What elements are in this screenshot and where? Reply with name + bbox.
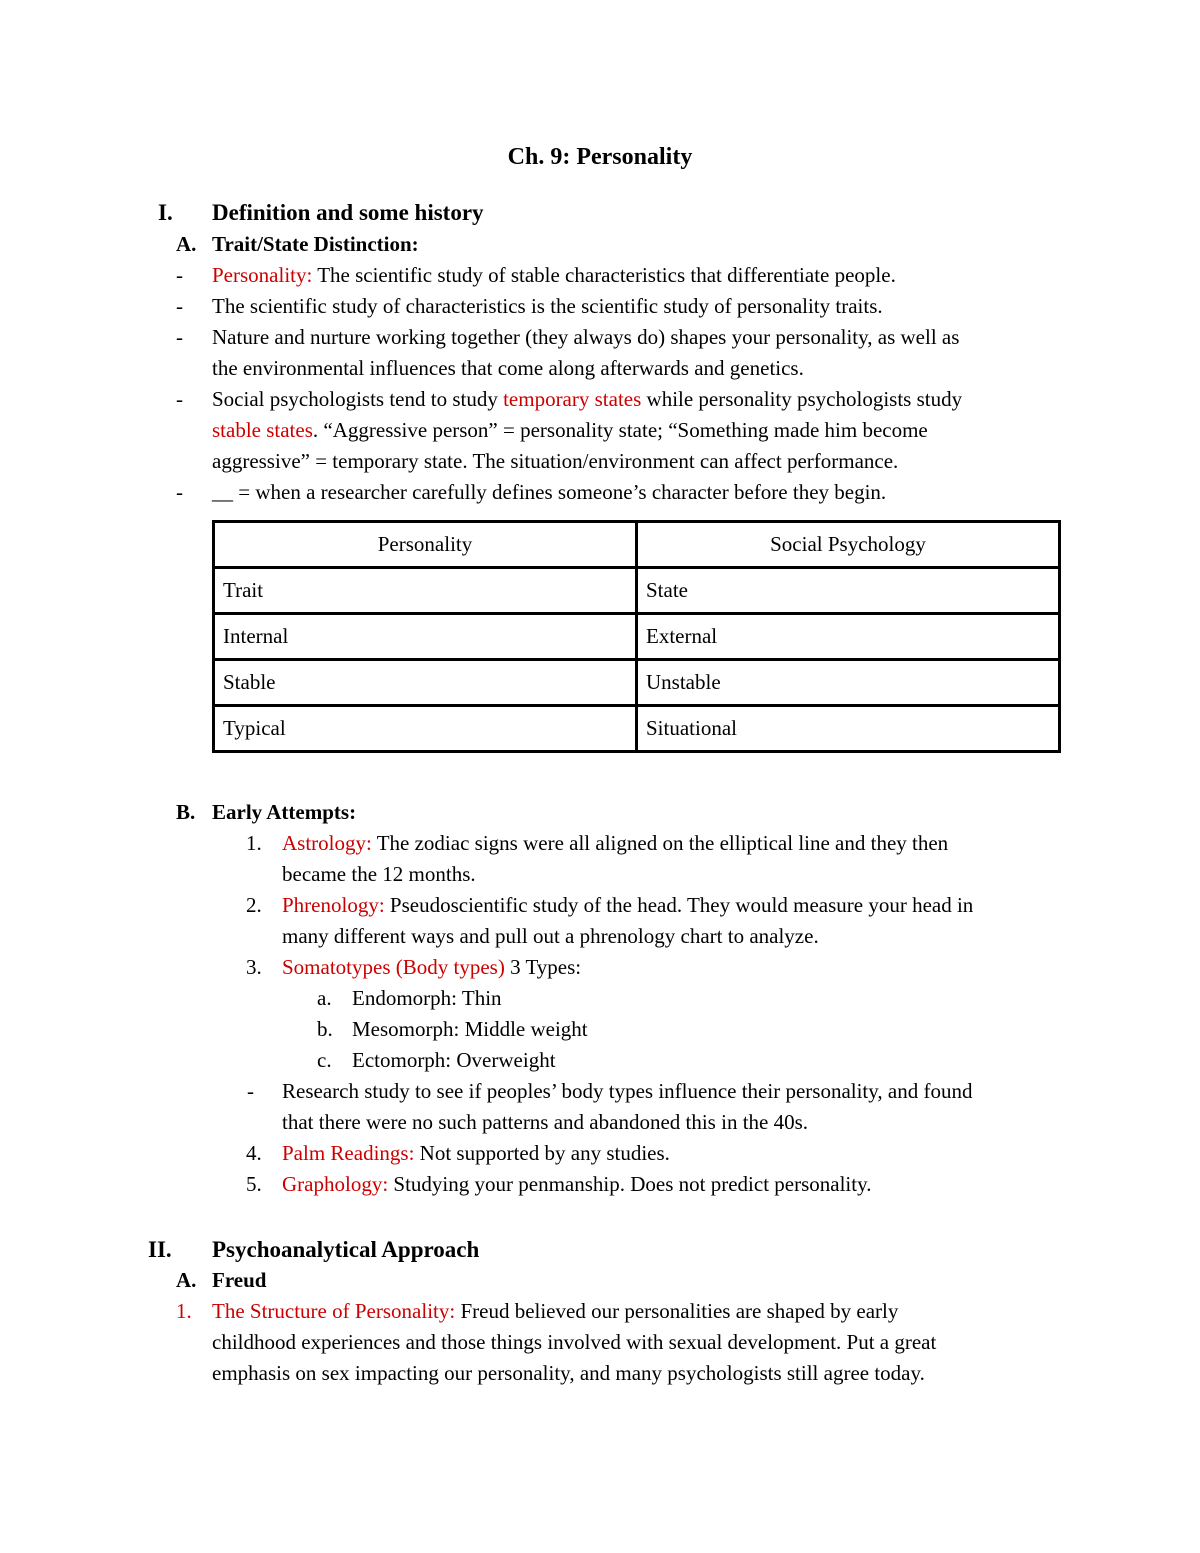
- bullet-text: The scientific study of stable characteristics that differentiate people.: [312, 263, 896, 287]
- sub-letter: a.: [317, 986, 332, 1010]
- bullet-text: while personality psychologists study: [641, 387, 963, 411]
- list-item-phrenology-line2: many different ways and pull out a phrenology chart to analyze.: [282, 924, 819, 948]
- table-header-cell: Personality: [214, 522, 637, 568]
- list-number: 1.: [176, 1299, 192, 1323]
- table-cell: Unstable: [637, 660, 1060, 706]
- list-number: 2.: [246, 893, 262, 917]
- list-item-palm-readings: [282, 1138, 670, 1169]
- subsection-a-letter: A.: [176, 1268, 197, 1292]
- table-row: [214, 706, 1060, 752]
- table-cell: Trait: [214, 568, 637, 614]
- table-row: [214, 660, 1060, 706]
- term-temporary-states: temporary states: [503, 387, 642, 411]
- table-header-row: [214, 522, 1060, 568]
- section-1-number: I.: [158, 200, 173, 225]
- bullet-dash: -: [176, 294, 183, 318]
- bullet-social-line1: [212, 384, 962, 415]
- bullet-text: . “Aggressive person” = personality state; “Something made him become: [312, 418, 928, 442]
- list-number: 4.: [246, 1141, 262, 1165]
- table-row: [214, 614, 1060, 660]
- list-item-somatotypes: [282, 952, 581, 983]
- bullet-social-line2: [212, 415, 928, 446]
- subsection-a-heading: Trait/State Distinction:: [212, 232, 419, 256]
- bullet-dash: -: [176, 263, 183, 287]
- list-item-structure-line3: emphasis on sex impacting our personality, and many psychologists still agree today.: [212, 1361, 925, 1385]
- subsection-a-heading: Freud: [212, 1268, 267, 1292]
- list-text: Freud believed our personalities are shaped by early: [455, 1299, 899, 1323]
- list-text: The zodiac signs were all aligned on the elliptical line and they then: [371, 831, 949, 855]
- term-somatotypes: Somatotypes (Body types): [282, 955, 505, 979]
- table-cell: External: [637, 614, 1060, 660]
- section-1-heading: Definition and some history: [212, 200, 484, 225]
- list-item-graphology: [282, 1169, 871, 1200]
- research-line2: that there were no such patterns and abandoned this in the 40s.: [282, 1110, 809, 1134]
- list-item-astrology: [282, 828, 948, 859]
- term-graphology: Graphology:: [282, 1172, 389, 1196]
- sub-item-mesomorph: Mesomorph: Middle weight: [352, 1017, 588, 1041]
- bullet-dash: -: [176, 325, 183, 349]
- list-text: Pseudoscientific study of the head. They would measure your head in: [384, 893, 974, 917]
- section-2-number: II.: [148, 1237, 172, 1262]
- sub-item-endomorph: Endomorph: Thin: [352, 986, 502, 1010]
- bullet-dash: -: [176, 480, 183, 504]
- list-item-astrology-line2: became the 12 months.: [282, 862, 476, 886]
- list-text: Not supported by any studies.: [414, 1141, 670, 1165]
- page-title: Ch. 9: Personality: [507, 144, 693, 170]
- comparison-table: [212, 520, 1061, 753]
- bullet-nature-nurture-line2: the environmental influences that come along afterwards and genetics.: [212, 356, 804, 380]
- list-number: 1.: [246, 831, 262, 855]
- list-text: 3 Types:: [504, 955, 582, 979]
- subsection-a-letter: A.: [176, 232, 197, 256]
- bullet-blank-definition: __ = when a researcher carefully defines someone’s character before they begin.: [212, 480, 887, 504]
- bullet-traits: The scientific study of characteristics is the scientific study of personality traits.: [212, 294, 883, 318]
- subsection-b-letter: B.: [176, 800, 196, 824]
- bullet-dash: -: [176, 387, 183, 411]
- table-row: [214, 568, 1060, 614]
- term-structure-of-personality: The Structure of Personality:: [212, 1299, 456, 1323]
- term-palm-readings: Palm Readings:: [282, 1141, 415, 1165]
- sub-letter: b.: [317, 1017, 333, 1041]
- list-number: 3.: [246, 955, 262, 979]
- sub-letter: c.: [317, 1048, 332, 1072]
- research-line1: Research study to see if peoples’ body types influence their personality, and found: [282, 1079, 973, 1103]
- bullet-nature-nurture-line1: Nature and nurture working together (they always do) shapes your personality, as well as: [212, 325, 960, 349]
- list-item-structure-line2: childhood experiences and those things involved with sexual development. Put a great: [212, 1330, 937, 1354]
- list-item-structure: [212, 1296, 898, 1327]
- bullet-dash: -: [247, 1079, 254, 1103]
- term-phrenology: Phrenology:: [282, 893, 385, 917]
- table-cell: Situational: [637, 706, 1060, 752]
- bullet-text: Social psychologists tend to study: [212, 387, 504, 411]
- table-header-cell: Social Psychology: [637, 522, 1060, 568]
- list-number: 5.: [246, 1172, 262, 1196]
- list-text: Studying your penmanship. Does not predict personality.: [388, 1172, 872, 1196]
- bullet-social-line3: aggressive” = temporary state. The situation/environment can affect performance.: [212, 449, 899, 473]
- table-cell: Internal: [214, 614, 637, 660]
- table-cell: State: [637, 568, 1060, 614]
- subsection-b-heading: Early Attempts:: [212, 800, 357, 824]
- list-item-phrenology: [282, 890, 973, 921]
- table-cell: Stable: [214, 660, 637, 706]
- sub-item-ectomorph: Ectomorph: Overweight: [352, 1048, 556, 1072]
- bullet-personality: [212, 260, 896, 291]
- term-stable-states: stable states: [212, 418, 313, 442]
- section-2-heading: Psychoanalytical Approach: [212, 1237, 480, 1262]
- table-cell: Typical: [214, 706, 637, 752]
- term-personality: Personality:: [212, 263, 313, 287]
- term-astrology: Astrology:: [282, 831, 372, 855]
